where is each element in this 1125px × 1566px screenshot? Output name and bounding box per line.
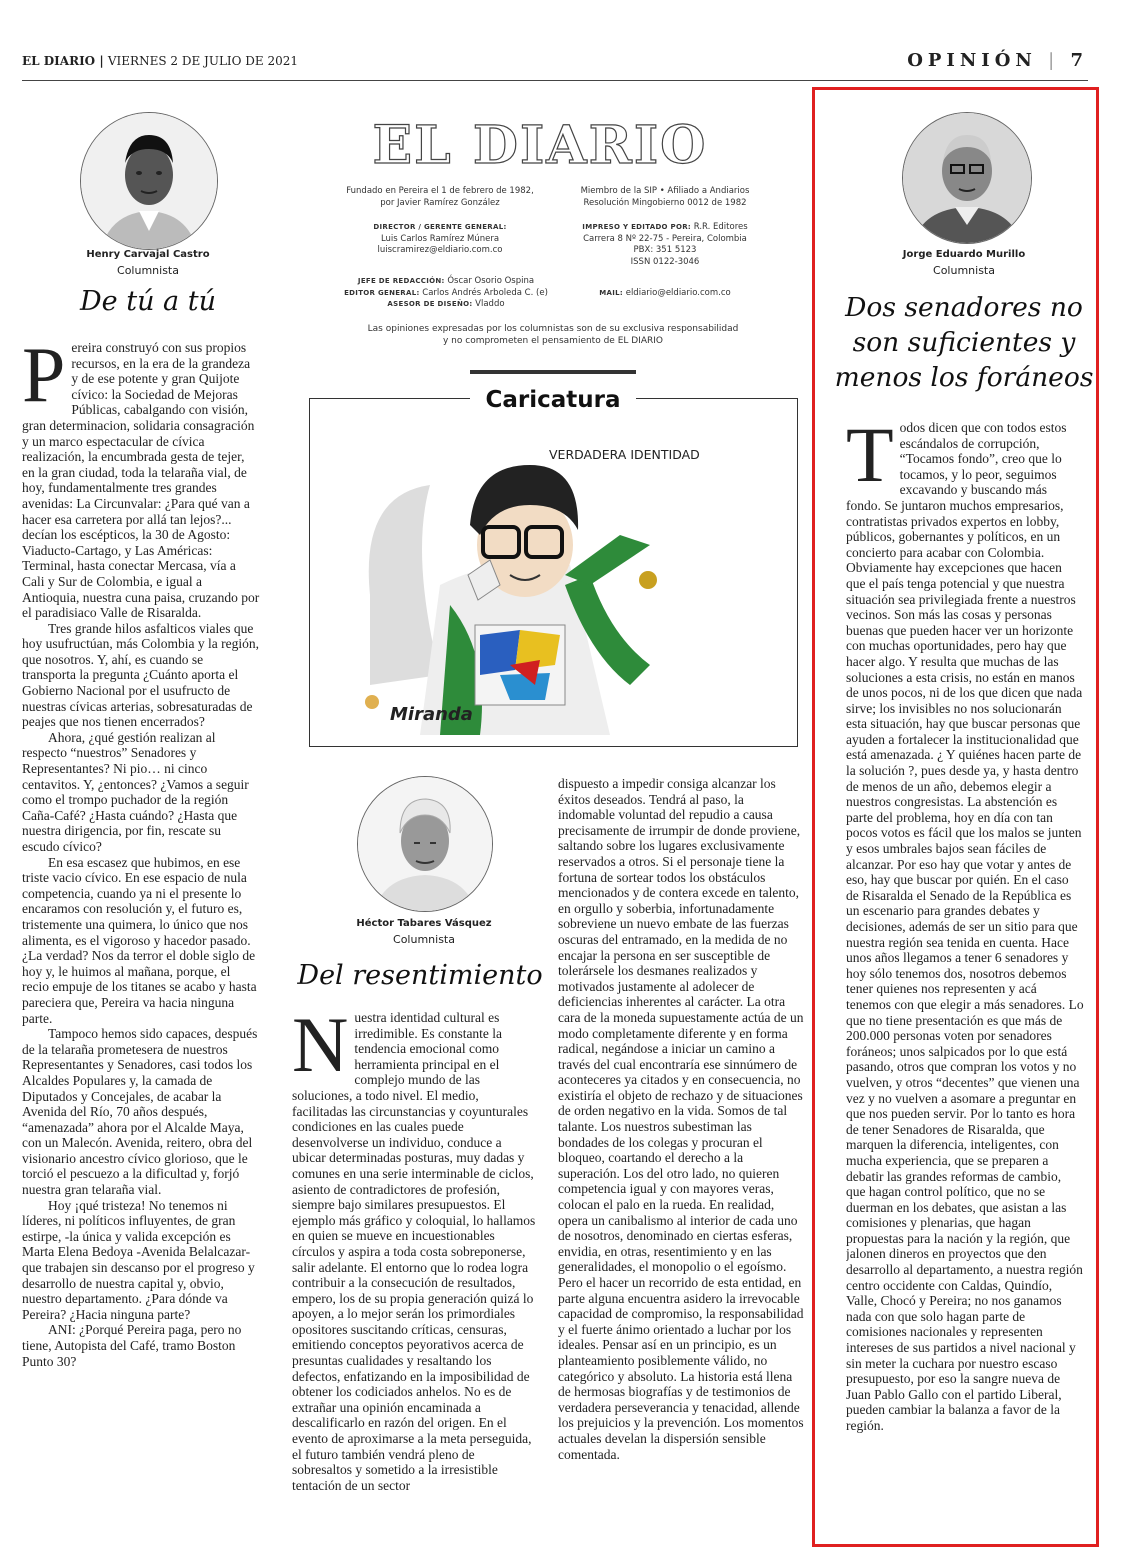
masthead-printer bbox=[560, 222, 770, 268]
masthead-rule bbox=[470, 370, 636, 374]
editor-label: EDITOR GENERAL: bbox=[344, 288, 420, 297]
header-rule bbox=[22, 80, 1088, 81]
column-title-jorge: Dos senadores no son suficientes y menos los foráneos bbox=[834, 292, 1094, 393]
asesor-label: ASESOR DE DISEÑO: bbox=[387, 300, 473, 308]
mail-label: MAIL: bbox=[599, 289, 624, 297]
paragraph bbox=[292, 1010, 536, 1493]
paragraph: En esa escasez que hubimos, en ese triste vacio cívico. En ese espacio de nula competencia, cuando ya ni el presente lo encaramos con resolución y, el futuro es, tristemente una quimera, lo único que nos alimenta, es el vigoroso y hacedor pasado. ¿La verdad? Nos da terror el doble siglo de hoy y, le huimos al mañana, porque, el recio empuje de los titanes se acabo y hasta pareciera que, Pereira va hacia ninguna parte. bbox=[22, 854, 257, 1026]
paragraph: Hoy ¡qué tristeza! No tenemos ni líderes, ni políticos influyentes, de gran estirpe, -la única y valida excepción es Marta Elena Bedoya -Avenida Belalcazar- que trabajen sin descanso por el progreso y desarrollo de nuestra capital y, obvio, nuestro departamento. ¿Para dónde va Pereira? ¿Hacia ninguna parte? bbox=[22, 1197, 255, 1322]
printed-label: IMPRESO Y EDITADO POR: bbox=[582, 223, 692, 231]
section-name: OPINIÓN bbox=[907, 50, 1037, 71]
author-role-henry: Columnista bbox=[117, 264, 179, 277]
paragraph: Tres grande hilos asfalticos viales que hoy usufructúan, más Colombia y la región, que nosotros. Y, ahí, es cuando se transporta la pregunta ¿Cuánto aporta el Gobierno Nacional por el usufructo de nuestras cívicas arterias, sobresaturadas de peajes que nos tienen encerrados? bbox=[22, 620, 259, 730]
column-title-henry: De tú a tú bbox=[80, 286, 216, 317]
paragraph bbox=[846, 420, 1084, 1434]
masthead-mail bbox=[560, 288, 770, 300]
author-name-henry: Henry Carvajal Castro bbox=[86, 249, 210, 260]
caricature-drawing bbox=[350, 435, 750, 735]
column-title-hector: Del resentimiento bbox=[297, 960, 543, 991]
author-name-hector: Héctor Tabares Vásquez bbox=[356, 918, 492, 929]
member-line: Miembro de la SIP • Afiliado a Andiarios bbox=[580, 186, 750, 196]
publication-name: EL DIARIO bbox=[22, 54, 96, 68]
masthead-director bbox=[340, 222, 540, 257]
paragraph: Tampoco hemos sido capaces, después de la telaraña prometesera de nuestros Representantes y Senadores, casi todos los Alcaldes Populares y, la camada de Diputados y Concejales, de acabar la Avenida del Río, 70 años después, “amenazada” ahora por el Alcalde Maya, con un Malecón. Avenida, reitero, obra del visionario ancestro cívico glorioso, que le torció el pescuezo a la dificultad y, forjó nuestra gran telaraña vial. bbox=[22, 1026, 258, 1198]
printed-by: R.R. Editores bbox=[693, 222, 748, 232]
masthead-founded bbox=[340, 186, 540, 209]
paragraph: ANI: ¿Porqué Pereira paga, pero no tiene, Autopista del Café, tramo Boston Punto 30? bbox=[22, 1322, 242, 1369]
author-photo-jorge bbox=[902, 112, 1032, 244]
paragraph: Ahora, ¿qué gestión realizan al respecto “nuestros” Senadores y Representantes? Ni pio… ni cinco centavitos. Y, ¿entonces? ¿Vamos a seguir como el trompo puchador de la región Caña-Café? ¿Hasta cuándo? ¿Hasta que nuestra dirigencia, por fin, rescate su escudo cívico? bbox=[22, 729, 249, 854]
issue-date: VIERNES 2 DE JULIO DE 2021 bbox=[107, 54, 299, 68]
caricature-signature: Miranda bbox=[390, 704, 473, 725]
editor-name: Carlos Andrés Arboleda C. (e) bbox=[422, 287, 548, 298]
printer-pbx: PBX: 351 5123 bbox=[633, 245, 697, 255]
founded-line: Fundado en Pereira el 1 de febrero de 1982, bbox=[346, 186, 534, 196]
caricature-heading: Caricatura bbox=[485, 387, 621, 413]
director-label: DIRECTOR / GERENTE GENERAL: bbox=[373, 223, 507, 231]
mail-address[interactable]: eldiario@eldiario.com.co bbox=[625, 288, 731, 298]
resolution-line: Resolución Mingobierno 0012 de 1982 bbox=[583, 197, 747, 208]
jefe-label: JEFE DE REDACCIÓN: bbox=[357, 277, 445, 285]
author-photo-hector bbox=[357, 776, 493, 912]
caricature-box bbox=[309, 387, 798, 747]
paragraph-text: odos dicen que con todos estos escándalos de corrupción, “Tocamos fondo”, creo que lo tocamos, y lo peor, seguimos excavando y buscando más fondo. Se juntaron muchos empresarios, contratistas privados expertos en lobby, públicos, gobernantes y políticos, en un concierto para acabar con Colombia. Obviamente hay excepciones que hacen que el país tenga potencial y que nuestra situación sea privilegiada frente a nuestros vecinos. Son más las cosas y personas buenas que pueden hacer ver un horizonte con muchas oportunidades, pero hay que hacer algo. Y resulta que muchas de las soluciones a esta crisis, no están en manos de unos pocos, ni de los que dicen que nada sirve; los invisibles no nos solucionarán esta situación, hay que buscar personas que ayuden a fortalecer la institucionalidad que está amenazada. ¿ Y quiénes hacen parte de la solución ?, pues desde ya, y hasta dentro de menos de un año, debemos elegir a nuestros congresistas. La abstención es parte del problema, hoy en día con tan pocos votos es fácil que los malos se junten y esos umbrales bajos sean fáciles de alcanzar. Por eso hay que votar y antes de eso, hay que buscar por quién. En el caso de Risaralda el Senado de la República es un escenario para grandes debates y decisiones, además de ser un sitio para que nuestra región sea tenida en cuenta. Hace unos años llegamos a tener 6 senadores y hoy sólo tenemos dos, nosotros debemos tener quienes nos representen y acá tenemos con que elegir a más senadores. Lo que no tiene presentación es que más de 200.000 personas voten por senadores foráneos; unos salpicados por lo que está pasando, otros que compran los votos y no vuelven, y otros “decentes” que vienen una vez y no vuelven a asomare a preguntar en que nos pueden servir. Por lo tanto es hora de tener Senadores de Risaralda, que marquen la diferencia, inteligentes, con mucha experiencia, que se preparen a debatir las grandes reformas de cambio, que hagan control político, que no se duerman en los debates, que asistan a las comisiones y plenarias, que hagan propuestas para la nación y la región, que jalonen dineros en proyectos que den desarrollo al departamento, a nuestra región centro occidente con Caldas, Quindío, Valle, Chocó y Pereira; no nos ganamos nada con que solo hagan parte de comisiones nacionales y representen intereses de sus partidos a nivel nacional y sin meter la cuchara por nuestro escaso presupuesto, por eso la sangre nueva de Juan Pablo Gallo con el partido Liberal, pueden cambiar la balanza a favor de la región. bbox=[846, 420, 1084, 1433]
page-header bbox=[22, 50, 1088, 76]
disclaimer-line: Las opiniones expresadas por los columnistas son de su exclusiva responsabilidad bbox=[367, 324, 739, 334]
drop-cap: T bbox=[846, 420, 894, 498]
paragraph bbox=[22, 340, 260, 621]
founder-line: por Javier Ramírez González bbox=[380, 197, 500, 208]
publication-dateline: EL DIARIO | VIERNES 2 DE JULIO DE 2021 bbox=[22, 54, 299, 68]
author-photo-henry bbox=[80, 112, 218, 250]
director-email: luiscramirez@eldiario.com.co bbox=[377, 245, 503, 255]
column-body-jorge bbox=[846, 420, 1084, 1540]
asesor-name: Vladdo bbox=[475, 299, 505, 309]
author-role-jorge: Columnista bbox=[933, 264, 995, 277]
disclaimer-line: y no comprometen el pensamiento de EL DIARIO bbox=[442, 335, 663, 346]
drop-cap: N bbox=[292, 1010, 349, 1088]
section-label: OPINIÓN | 7 bbox=[907, 50, 1088, 71]
jefe-name: Óscar Osorio Ospina bbox=[447, 276, 535, 286]
masthead-logo bbox=[370, 116, 710, 172]
masthead-disclaimer bbox=[330, 324, 776, 347]
column-body-hector-left bbox=[292, 1010, 536, 1550]
column-body-hector-right: dispuesto a impedir consiga alcanzar los éxitos deseados. Tendrá al paso, la indomable voluntad del repudio a causa precisamente de irrumpir de donde proviene, saltando sobre los lugares exclusivamente reservados a otros. Si el personaje tiene la fortuna de sortear todos los obstáculos mencionados y de contera excede en talento, en orgullo y soberbia, infortunadamente sobreviene un nuevo embate de las fuerzas oscuras del entramado, en la medida de no encajar la persona en ser susceptible de tolerársele los desmanes realizados y motivados justamente al adolecer de deficiencias inherentes al carácter. La otra cara de la moneda supuestamente actúa de un modo completamente diferente y en forma radical, negándose a iniciar un camino a través del cual encontraría ese sinnúmero de aconteceres ya citados y en consecuencia, no existiría el objeto de rechazo y de situaciones de orden negativo en la vida. Somos de tal talante. Los nuestros subestiman las bondades de los colegas y procuran el bloqueo, coartando el derecho a la superación. Los del otro lado, no quieren competencia igual y con mayores veras, colocan el palo en la rueda. En realidad, opera un canibalismo al interior de cada uno de nosotros, denominado en ciertas esferas, envidia, en otras, resentimiento y en las generalidades, el monopolio o el egoísmo. Pero el hacer un recorrido de esta entidad, en parte alguna encuentra asidero la irrevocable capacidad de compromiso, la responsabilidad y el fuerte ánimo orientado a luchar por los ideales. Pensar así en un principio, es un planteamiento posiblemente válido, no categórico y absoluto. La historia está llena de hermosas biografías y de testimonios de verdadera perseverancia y tenacidad, allende los prejuicios y la prevención. Los momentos actuales develan la dispersión sensible comentada. bbox=[558, 776, 804, 1462]
paragraph-text: uestra identidad cultural es irredimible. Es constante la tendencia emocional como herramienta principal en el complejo mundo de las soluciones, a todo nivel. El medio, facilitadas las circunstancias y coyunturales condiciones en las cuales puede desenvolverse un individuo, conduce a ubicar determinadas posturas, muy dadas y comunes en una serie interminable de ciclos, asiento de contradictores de profesión, siempre bajo similares presupuestos. El ejemplo más gráfico y coloquial, lo hallamos en quien se mueve en incuestionables círculos y aspira a toda costa sobreponerse, salir adelante. El entorno que lo rodea logra contribuir a la consecución de resultados, empero, los de su propia generación quizá lo apoyen, a lo mejor serán los primordiales opositores suscitando críticas, censuras, emitiendo conceptos peyorativos acerca de presuntas cualidades y resaltando los defectos, enfatizando en la imposibilidad de obtener los codiciados anhelos. No es de extrañar una opinión encaminada a descalificarlo en razón del origen. En el evento de aproximarse a la meta perseguida, el futuro también vendrá pleno de sobresaltos y sometido a la irresistible tentación de un sector bbox=[292, 1010, 536, 1493]
printer-address: Carrera 8 Nº 22-75 - Pereira, Colombia bbox=[583, 233, 747, 244]
masthead-membership bbox=[560, 186, 770, 209]
printer-issn: ISSN 0122-3046 bbox=[630, 256, 700, 267]
masthead-staff bbox=[336, 276, 556, 311]
author-name-jorge: Jorge Eduardo Murillo bbox=[902, 249, 1026, 260]
paragraph-text: ereira construyó con sus propios recursos, en la era de la grandeza y de ese potente y gran Quijote cívico: la Sociedad de Mejoras Públicas, cabalgando con visión, gran determinacion, solidaria consagración y un marco espectacular de cívica realización, la encumbrada gesta de tejer, en la gran ciudad, toda la telaraña vial, de hoy, fundamentalmente tres grandes avenidas: La Circunvalar: ¿Para qué van a hacer esa carretera por allá tan lejos?... decían los escépticos, la 30 de Agosto: Viaducto-Cartago, y Las Américas: Terminal, hasta conectar Mercasa, vía a Cali y Sur de Colombia, e igual a Antioquia, nuestra cuna paisa, cruzando por el paradisiaco Valle de Risaralda. bbox=[22, 340, 260, 621]
director-name: Luis Carlos Ramírez Múnera bbox=[380, 233, 500, 244]
drop-cap: P bbox=[22, 340, 66, 418]
caricature-caption: VERDADERA IDENTIDAD bbox=[549, 447, 700, 462]
author-role-hector: Columnista bbox=[393, 933, 455, 946]
column-body-henry bbox=[22, 340, 260, 1550]
page-number: 7 bbox=[1070, 50, 1088, 71]
masthead-logo-text: EL DIARIO bbox=[372, 116, 708, 172]
